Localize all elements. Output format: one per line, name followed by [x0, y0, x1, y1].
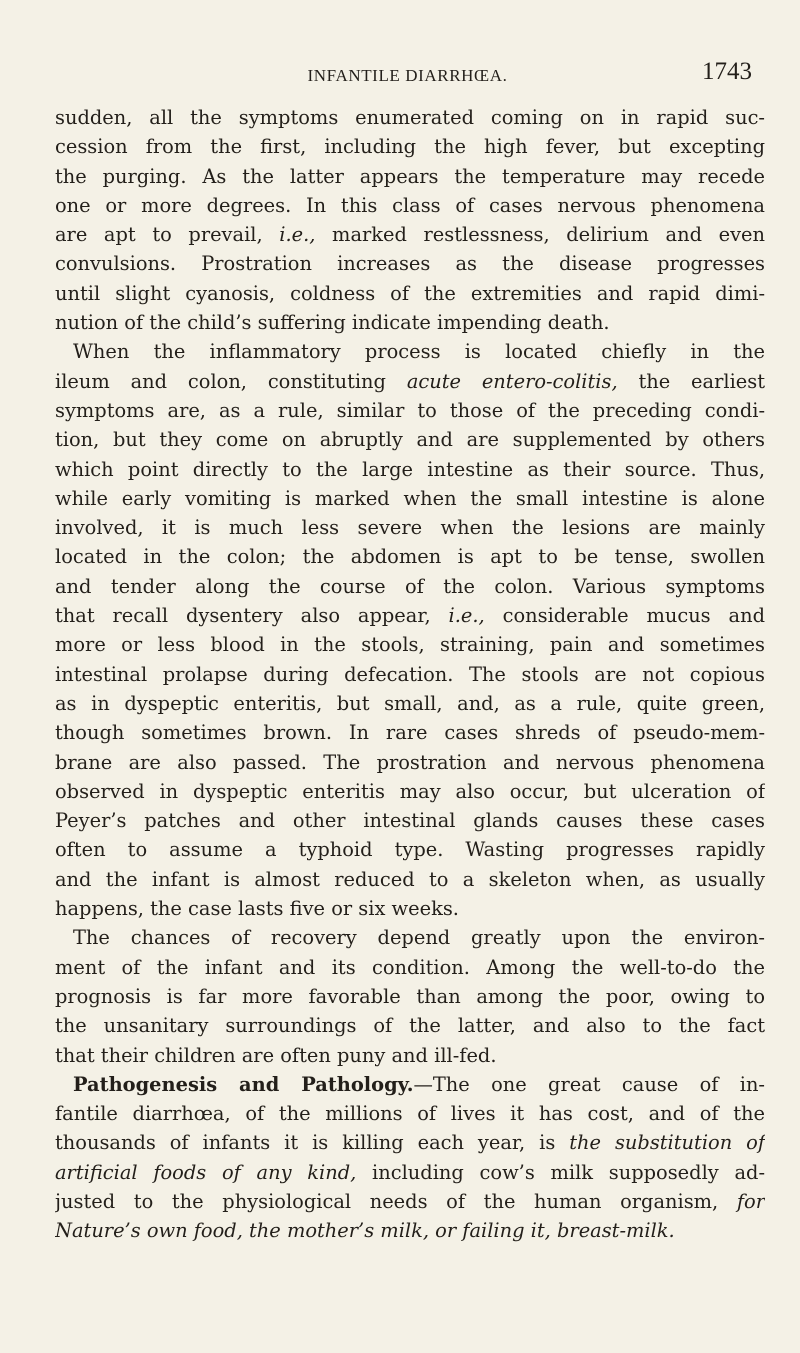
- italic-text: i.e.,: [448, 604, 485, 628]
- text-segment: and tender along the course of the colon. Various symptoms: [55, 574, 765, 598]
- text-line: [55, 1099, 765, 1128]
- page-number: 1743: [702, 58, 752, 85]
- text-segment: nution of the child’s suffering indicate impending death.: [55, 311, 610, 335]
- text-line: [55, 572, 765, 601]
- text-segment: When the inflammatory process is located chiefly in the: [73, 340, 765, 364]
- text-segment: tion, but they come on abruptly and are supplemented by others: [55, 428, 765, 452]
- running-head: INFANTILE DIARRHŒA.: [307, 66, 508, 85]
- text-segment: more or less blood in the stools, straining, pain and sometimes: [55, 633, 765, 657]
- text-line: [55, 279, 765, 308]
- text-segment: as in dyspeptic enteritis, but small, and, as a rule, quite green,: [55, 691, 765, 715]
- text-segment: Peyer’s patches and other intestinal glands causes these cases: [55, 809, 765, 833]
- text-line: [55, 542, 765, 571]
- text-line: [55, 1216, 765, 1245]
- text-segment: considerable mucus and: [484, 604, 765, 628]
- text-line: [55, 1011, 765, 1040]
- text-segment: until slight cyanosis, coldness of the extremities and rapid dimi-: [55, 281, 765, 305]
- text-segment: marked restlessness, delirium and even: [315, 223, 765, 247]
- text-line: [55, 718, 765, 747]
- text-line: [55, 132, 765, 161]
- text-segment: the purging. As the latter appears the temperature may recede: [55, 164, 765, 188]
- text-line: [55, 748, 765, 777]
- section-heading: Pathogenesis and Pathology.: [73, 1072, 414, 1096]
- text-segment: observed in dyspeptic enteritis may also occur, but ulceration of: [55, 779, 765, 803]
- text-line: [55, 923, 765, 952]
- text-segment: while early vomiting is marked when the small intestine is alone: [55, 486, 765, 510]
- text-line: [55, 162, 765, 191]
- text-segment: fantile diarrhœa, of the millions of lives it has cost, and of the: [55, 1102, 765, 1126]
- text-line: [55, 1041, 765, 1070]
- body-text: [55, 103, 765, 1246]
- text-line: [55, 484, 765, 513]
- text-line: [55, 1158, 765, 1187]
- text-segment: though sometimes brown. In rare cases shreds of pseudo-mem-: [55, 721, 765, 745]
- text-segment: The chances of recovery depend greatly upon the environ-: [73, 926, 765, 950]
- page-header: [55, 56, 760, 92]
- text-segment: ment of the infant and its condition. Among the well-to-do the: [55, 955, 765, 979]
- italic-text: artificial foods of any kind,: [55, 1160, 357, 1184]
- italic-text: for: [736, 1189, 765, 1213]
- text-line: [55, 689, 765, 718]
- text-segment: ileum and colon, constituting: [55, 369, 407, 393]
- text-segment: the earliest: [617, 369, 765, 393]
- text-segment: that their children are often puny and ill-fed.: [55, 1043, 497, 1067]
- text-segment: symptoms are, as a rule, similar to those of the preceding condi-: [55, 398, 765, 422]
- text-line: [55, 1070, 765, 1099]
- text-line: [55, 191, 765, 220]
- text-line: [55, 835, 765, 864]
- text-segment: often to assume a typhoid type. Wasting progresses rapidly: [55, 838, 765, 862]
- italic-text: Nature’s own food, the mother’s milk, or failing it, breast-milk.: [55, 1219, 675, 1243]
- text-line: [55, 513, 765, 542]
- text-line: [55, 103, 765, 132]
- text-line: [55, 220, 765, 249]
- text-line: [55, 777, 765, 806]
- text-line: [55, 660, 765, 689]
- text-segment: sudden, all the symptoms enumerated coming on in rapid suc-: [55, 106, 765, 129]
- italic-text: the substitution of: [569, 1131, 765, 1155]
- text-segment: and the infant is almost reduced to a skeleton when, as usually: [55, 867, 765, 891]
- text-segment: including cow’s milk supposedly ad-: [356, 1160, 765, 1184]
- text-segment: justed to the physiological needs of the human organism,: [55, 1189, 737, 1213]
- text-line: [55, 367, 765, 396]
- text-segment: cession from the first, including the high fever, but excepting: [55, 135, 765, 159]
- text-line: [55, 953, 765, 982]
- text-segment: intestinal prolapse during defecation. The stools are not copious: [55, 662, 765, 686]
- text-segment: prognosis is far more favorable than among the poor, owing to: [55, 984, 765, 1008]
- italic-text: i.e.,: [279, 223, 316, 247]
- text-segment: are apt to prevail,: [55, 223, 280, 247]
- text-segment: —The one great cause of in-: [413, 1072, 765, 1096]
- text-line: [55, 455, 765, 484]
- text-line: [55, 308, 765, 337]
- text-line: [55, 630, 765, 659]
- text-line: [55, 894, 765, 923]
- text-segment: thousands of infants it is killing each year, is: [55, 1131, 570, 1155]
- text-segment: convulsions. Prostration increases as the disease progresses: [55, 252, 765, 276]
- text-line: [55, 337, 765, 366]
- text-line: [55, 806, 765, 835]
- text-segment: that recall dysentery also appear,: [55, 604, 449, 628]
- text-line: [55, 982, 765, 1011]
- text-segment: which point directly to the large intestine as their source. Thus,: [55, 457, 765, 481]
- text-segment: one or more degrees. In this class of cases nervous phenomena: [55, 193, 765, 217]
- text-line: [55, 425, 765, 454]
- text-line: [55, 865, 765, 894]
- text-line: [55, 601, 765, 630]
- text-segment: brane are also passed. The prostration and nervous phenomena: [55, 750, 765, 774]
- text-line: [55, 1128, 765, 1157]
- text-segment: happens, the case lasts five or six weeks.: [55, 897, 459, 921]
- italic-text: acute entero-colitis,: [406, 369, 618, 393]
- text-segment: the unsanitary surroundings of the latter, and also to the fact: [55, 1014, 765, 1038]
- text-line: [55, 396, 765, 425]
- text-segment: located in the colon; the abdomen is apt to be tense, swollen: [55, 545, 765, 569]
- text-segment: involved, it is much less severe when the lesions are mainly: [55, 516, 765, 540]
- text-line: [55, 249, 765, 278]
- text-line: [55, 1187, 765, 1216]
